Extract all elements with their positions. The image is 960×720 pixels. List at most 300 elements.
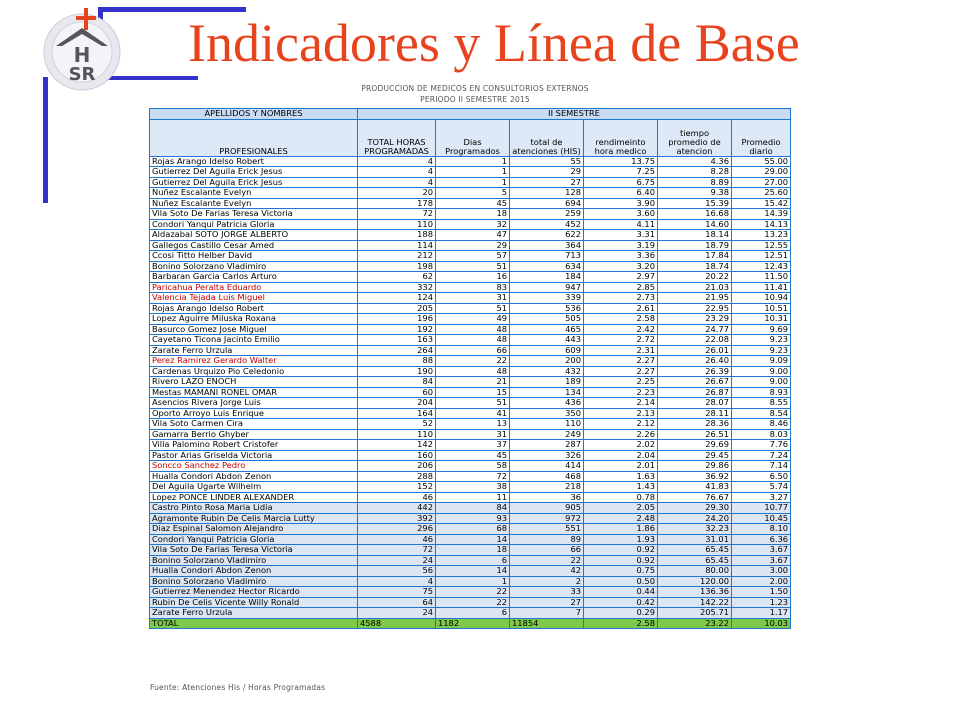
cell-tiempo: 28.36 — [658, 419, 732, 430]
cell-rendimiento: 2.13 — [584, 408, 658, 419]
cell-promedio: 10.45 — [732, 513, 791, 524]
cell-atenciones: 551 — [510, 524, 584, 535]
cell-dias: 47 — [436, 230, 510, 241]
cell-dias: 13 — [436, 419, 510, 430]
cell-promedio: 25.60 — [732, 188, 791, 199]
cell-rendimiento: 4.11 — [584, 219, 658, 230]
source-note: Fuente: Atenciones His / Horas Programadas — [150, 683, 326, 692]
cell-tiempo: 8.89 — [658, 177, 732, 188]
cell-dias: 49 — [436, 314, 510, 325]
cell-dias: 18 — [436, 209, 510, 220]
table-row — [150, 492, 791, 503]
cell-horas: 110 — [358, 429, 436, 440]
table-row — [150, 534, 791, 545]
cell-rendimiento: 3.90 — [584, 198, 658, 209]
cell-dias: 5 — [436, 188, 510, 199]
cell-promedio: 10.77 — [732, 503, 791, 514]
cell-rendimiento: 3.19 — [584, 240, 658, 251]
table-row — [150, 597, 791, 608]
cell-tiempo: 26.51 — [658, 429, 732, 440]
cell-name: Nuñez Escalante Evelyn — [150, 188, 358, 199]
cell-atenciones: 947 — [510, 282, 584, 293]
cell-dias: 58 — [436, 461, 510, 472]
table-row — [150, 282, 791, 293]
table-row — [150, 251, 791, 262]
cell-promedio: 6.50 — [732, 471, 791, 482]
cell-tiempo: 15.39 — [658, 198, 732, 209]
cell-rendimiento: 2.05 — [584, 503, 658, 514]
table-row — [150, 576, 791, 587]
cell-promedio: 27.00 — [732, 177, 791, 188]
cell-atenciones: 468 — [510, 471, 584, 482]
cell-atenciones: 249 — [510, 429, 584, 440]
cell-name: Aldazabal SOTO JORGE ALBERTO — [150, 230, 358, 241]
cell-atenciones: 200 — [510, 356, 584, 367]
cell-tiempo: 4.36 — [658, 156, 732, 167]
cell-atenciones: 89 — [510, 534, 584, 545]
hospital-logo — [40, 4, 128, 94]
cell-dias: 15 — [436, 387, 510, 398]
table-row — [150, 503, 791, 514]
cell-atenciones: 436 — [510, 398, 584, 409]
cell-tiempo: 32.23 — [658, 524, 732, 535]
cell-tiempo: 76.67 — [658, 492, 732, 503]
cell-dias: 48 — [436, 335, 510, 346]
cell-name: Zarate Ferro Urzula — [150, 608, 358, 619]
cell-dias: 93 — [436, 513, 510, 524]
cell-name: Zarate Ferro Urzula — [150, 345, 358, 356]
table-row — [150, 345, 791, 356]
cell-atenciones: 287 — [510, 440, 584, 451]
cell-promedio: 12.43 — [732, 261, 791, 272]
table-row — [150, 398, 791, 409]
cell-atenciones: 505 — [510, 314, 584, 325]
cell-name: Rojas Arango Idelso Robert — [150, 303, 358, 314]
cell-horas: 204 — [358, 398, 436, 409]
accent-bar-left — [43, 77, 48, 203]
cell-tiempo: 26.87 — [658, 387, 732, 398]
cell-rendimiento: 2.02 — [584, 440, 658, 451]
cell-name: Vila Soto De Farias Teresa Victoria — [150, 209, 358, 220]
cell-horas: 72 — [358, 209, 436, 220]
cell-name: Gallegos Castillo Cesar Amed — [150, 240, 358, 251]
cell-tiempo: 26.67 — [658, 377, 732, 388]
cell-horas: 4 — [358, 156, 436, 167]
cell-horas: 56 — [358, 566, 436, 577]
total-horas: 4588 — [358, 618, 436, 629]
cell-rendimiento: 0.92 — [584, 545, 658, 556]
cell-promedio: 9.00 — [732, 366, 791, 377]
cell-dias: 31 — [436, 429, 510, 440]
table-row — [150, 545, 791, 556]
cell-rendimiento: 2.85 — [584, 282, 658, 293]
cell-tiempo: 18.74 — [658, 261, 732, 272]
cell-promedio: 10.31 — [732, 314, 791, 325]
cell-dias: 31 — [436, 293, 510, 304]
cell-rendimiento: 0.92 — [584, 555, 658, 566]
cell-rendimiento: 1.43 — [584, 482, 658, 493]
total-atenciones: 11854 — [510, 618, 584, 629]
cell-atenciones: 536 — [510, 303, 584, 314]
cell-atenciones: 326 — [510, 450, 584, 461]
total-tiempo: 23.22 — [658, 618, 732, 629]
cell-atenciones: 33 — [510, 587, 584, 598]
cell-horas: 110 — [358, 219, 436, 230]
cell-rendimiento: 2.97 — [584, 272, 658, 283]
cell-dias: 1 — [436, 156, 510, 167]
header-apellidos: APELLIDOS Y NOMBRES — [150, 109, 358, 120]
cell-tiempo: 14.60 — [658, 219, 732, 230]
cell-promedio: 7.24 — [732, 450, 791, 461]
production-table — [149, 108, 790, 629]
cell-horas: 4 — [358, 177, 436, 188]
cell-rendimiento: 2.27 — [584, 356, 658, 367]
cell-tiempo: 22.08 — [658, 335, 732, 346]
cell-tiempo: 26.01 — [658, 345, 732, 356]
cell-dias: 18 — [436, 545, 510, 556]
cell-promedio: 8.93 — [732, 387, 791, 398]
cell-name: Agramonte Rubin De Celis Marcia Lutty — [150, 513, 358, 524]
cell-atenciones: 66 — [510, 545, 584, 556]
cell-dias: 1 — [436, 177, 510, 188]
cell-horas: 4 — [358, 576, 436, 587]
table-row — [150, 555, 791, 566]
cell-tiempo: 26.39 — [658, 366, 732, 377]
table-row — [150, 524, 791, 535]
cell-name: Condori Yanqui Patricia Gloria — [150, 219, 358, 230]
cell-tiempo: 28.11 — [658, 408, 732, 419]
cell-promedio: 1.50 — [732, 587, 791, 598]
cell-promedio: 3.00 — [732, 566, 791, 577]
cell-atenciones: 443 — [510, 335, 584, 346]
cell-dias: 45 — [436, 450, 510, 461]
cell-horas: 164 — [358, 408, 436, 419]
cell-horas: 188 — [358, 230, 436, 241]
cell-name: Pastor Arias Griselda Victoria — [150, 450, 358, 461]
table-row — [150, 377, 791, 388]
cell-name: Basurco Gomez Jose Miguel — [150, 324, 358, 335]
cell-name: Mestas MAMANI RONEL OMAR — [150, 387, 358, 398]
table-row — [150, 293, 791, 304]
table-row — [150, 587, 791, 598]
cell-rendimiento: 7.25 — [584, 167, 658, 178]
table-row — [150, 482, 791, 493]
table-row — [150, 209, 791, 220]
cell-dias: 22 — [436, 356, 510, 367]
cell-horas: 160 — [358, 450, 436, 461]
table-row — [150, 261, 791, 272]
cell-rendimiento: 2.61 — [584, 303, 658, 314]
cell-tiempo: 65.45 — [658, 545, 732, 556]
cell-atenciones: 128 — [510, 188, 584, 199]
cell-dias: 72 — [436, 471, 510, 482]
cell-promedio: 2.00 — [732, 576, 791, 587]
cell-horas: 192 — [358, 324, 436, 335]
cell-rendimiento: 2.48 — [584, 513, 658, 524]
cell-tiempo: 26.40 — [658, 356, 732, 367]
cell-tiempo: 22.95 — [658, 303, 732, 314]
cell-horas: 46 — [358, 492, 436, 503]
cell-horas: 264 — [358, 345, 436, 356]
cell-horas: 84 — [358, 377, 436, 388]
cell-horas: 64 — [358, 597, 436, 608]
cell-dias: 6 — [436, 555, 510, 566]
cell-name: Vila Soto Carmen Cira — [150, 419, 358, 430]
cell-dias: 51 — [436, 303, 510, 314]
table-row — [150, 314, 791, 325]
cell-horas: 24 — [358, 608, 436, 619]
cell-promedio: 15.42 — [732, 198, 791, 209]
cell-dias: 1 — [436, 576, 510, 587]
cell-horas: 163 — [358, 335, 436, 346]
cell-name: Gutierrez Del Aguila Erick Jesus — [150, 167, 358, 178]
cell-tiempo: 205.71 — [658, 608, 732, 619]
cell-atenciones: 452 — [510, 219, 584, 230]
table-row — [150, 219, 791, 230]
cell-tiempo: 29.30 — [658, 503, 732, 514]
total-promedio: 10.03 — [732, 618, 791, 629]
header-dias: Dias Programados — [436, 119, 510, 156]
header-horas: TOTAL HORAS PROGRAMADAS — [358, 119, 436, 156]
cell-dias: 48 — [436, 324, 510, 335]
cell-rendimiento: 6.40 — [584, 188, 658, 199]
cell-horas: 212 — [358, 251, 436, 262]
cell-name: Vila Soto De Farias Teresa Victoria — [150, 545, 358, 556]
cell-rendimiento: 0.75 — [584, 566, 658, 577]
cell-atenciones: 42 — [510, 566, 584, 577]
cell-name: Valencia Tejada Luis Miguel — [150, 293, 358, 304]
cell-tiempo: 23.29 — [658, 314, 732, 325]
cell-atenciones: 694 — [510, 198, 584, 209]
cell-rendimiento: 3.31 — [584, 230, 658, 241]
cell-horas: 205 — [358, 303, 436, 314]
header-rendimiento: rendimeinto hora medico — [584, 119, 658, 156]
cell-rendimiento: 3.20 — [584, 261, 658, 272]
cell-horas: 75 — [358, 587, 436, 598]
cell-promedio: 8.10 — [732, 524, 791, 535]
cell-rendimiento: 0.42 — [584, 597, 658, 608]
cell-promedio: 7.14 — [732, 461, 791, 472]
cell-horas: 124 — [358, 293, 436, 304]
total-label: TOTAL — [150, 618, 358, 629]
cell-horas: 190 — [358, 366, 436, 377]
cell-promedio: 14.13 — [732, 219, 791, 230]
table-row — [150, 303, 791, 314]
table-row — [150, 419, 791, 430]
cell-horas: 196 — [358, 314, 436, 325]
cell-name: Ccosi Titto Helber David — [150, 251, 358, 262]
cell-name: Gutierrez Menendez Hector Ricardo — [150, 587, 358, 598]
cell-tiempo: 29.69 — [658, 440, 732, 451]
table-caption: PRODUCCION DE MEDICOS EN CONSULTORIOS EXTERNOS — [361, 84, 589, 93]
header-profesionales: PROFESIONALES — [150, 119, 358, 156]
cell-promedio: 9.69 — [732, 324, 791, 335]
table-row — [150, 272, 791, 283]
table-period: PERIODO II SEMESTRE 2015 — [420, 95, 530, 104]
cell-rendimiento: 2.31 — [584, 345, 658, 356]
cell-name: Barbaran Garcia Carlos Arturo — [150, 272, 358, 283]
table-row — [150, 356, 791, 367]
cell-rendimiento: 0.29 — [584, 608, 658, 619]
cell-tiempo: 21.95 — [658, 293, 732, 304]
cell-tiempo: 29.45 — [658, 450, 732, 461]
cell-atenciones: 905 — [510, 503, 584, 514]
cell-atenciones: 713 — [510, 251, 584, 262]
cell-name: Diaz Espinal Salomon Alejandro — [150, 524, 358, 535]
header-semestre: II SEMESTRE — [358, 109, 791, 120]
cell-name: Lopez Aguirre Miluska Roxana — [150, 314, 358, 325]
cell-atenciones: 622 — [510, 230, 584, 241]
cell-name: Hualla Condori Abdon Zenon — [150, 566, 358, 577]
cell-dias: 21 — [436, 377, 510, 388]
table-row — [150, 387, 791, 398]
cell-rendimiento: 0.78 — [584, 492, 658, 503]
cell-rendimiento: 2.01 — [584, 461, 658, 472]
cell-dias: 83 — [436, 282, 510, 293]
cell-dias: 16 — [436, 272, 510, 283]
table-row — [150, 513, 791, 524]
cell-rendimiento: 2.25 — [584, 377, 658, 388]
cell-dias: 37 — [436, 440, 510, 451]
cell-name: Oporto Arroyo Luis Enrique — [150, 408, 358, 419]
header-promedio: Promedio diario — [732, 119, 791, 156]
cell-atenciones: 432 — [510, 366, 584, 377]
cell-horas: 332 — [358, 282, 436, 293]
cell-name: Condori Yanqui Patricia Gloria — [150, 534, 358, 545]
slide-title: Indicadores y Línea de Base — [188, 13, 800, 73]
cell-name: Asencios Rivera Jorge Luis — [150, 398, 358, 409]
cell-horas: 46 — [358, 534, 436, 545]
total-rendimiento: 2.58 — [584, 618, 658, 629]
cell-atenciones: 55 — [510, 156, 584, 167]
cell-horas: 142 — [358, 440, 436, 451]
cell-dias: 57 — [436, 251, 510, 262]
table-row — [150, 240, 791, 251]
cell-tiempo: 17.84 — [658, 251, 732, 262]
cell-promedio: 3.67 — [732, 555, 791, 566]
cell-horas: 288 — [358, 471, 436, 482]
cell-rendimiento: 0.50 — [584, 576, 658, 587]
cell-promedio: 11.50 — [732, 272, 791, 283]
table-row — [150, 429, 791, 440]
cell-name: Cardenas Urquizo Pio Celedonio — [150, 366, 358, 377]
cell-name: Cayetano Ticona Jacinto Emilio — [150, 335, 358, 346]
cell-rendimiento: 2.58 — [584, 314, 658, 325]
total-dias: 1182 — [436, 618, 510, 629]
cell-tiempo: 16.68 — [658, 209, 732, 220]
cell-dias: 32 — [436, 219, 510, 230]
cell-name: Bonino Solorzano Vladimiro — [150, 555, 358, 566]
cell-promedio: 8.46 — [732, 419, 791, 430]
cell-promedio: 5.74 — [732, 482, 791, 493]
cell-rendimiento: 2.12 — [584, 419, 658, 430]
cell-promedio: 29.00 — [732, 167, 791, 178]
cell-dias: 6 — [436, 608, 510, 619]
cell-dias: 22 — [436, 587, 510, 598]
cell-horas: 52 — [358, 419, 436, 430]
cell-dias: 14 — [436, 566, 510, 577]
cell-atenciones: 29 — [510, 167, 584, 178]
cell-atenciones: 972 — [510, 513, 584, 524]
table-row — [150, 335, 791, 346]
cell-promedio: 11.41 — [732, 282, 791, 293]
cell-horas: 62 — [358, 272, 436, 283]
cell-rendimiento: 2.14 — [584, 398, 658, 409]
cell-horas: 60 — [358, 387, 436, 398]
table-row — [150, 167, 791, 178]
svg-text:SR: SR — [68, 64, 96, 85]
cell-promedio: 9.23 — [732, 345, 791, 356]
cell-atenciones: 609 — [510, 345, 584, 356]
cell-dias: 68 — [436, 524, 510, 535]
cell-dias: 66 — [436, 345, 510, 356]
cell-promedio: 3.67 — [732, 545, 791, 556]
cell-tiempo: 28.07 — [658, 398, 732, 409]
cell-name: Bonino Solorzano Vladimiro — [150, 261, 358, 272]
cell-atenciones: 184 — [510, 272, 584, 283]
cell-tiempo: 18.79 — [658, 240, 732, 251]
cell-promedio: 9.00 — [732, 377, 791, 388]
cell-atenciones: 465 — [510, 324, 584, 335]
cell-atenciones: 634 — [510, 261, 584, 272]
table-row — [150, 198, 791, 209]
svg-text:H: H — [73, 43, 91, 67]
cell-dias: 84 — [436, 503, 510, 514]
cell-promedio: 8.55 — [732, 398, 791, 409]
cell-promedio: 12.51 — [732, 251, 791, 262]
table-row — [150, 440, 791, 451]
cell-atenciones: 110 — [510, 419, 584, 430]
cell-tiempo: 24.77 — [658, 324, 732, 335]
cell-horas: 24 — [358, 555, 436, 566]
cell-rendimiento: 2.23 — [584, 387, 658, 398]
cell-dias: 1 — [436, 167, 510, 178]
cell-horas: 4 — [358, 167, 436, 178]
cell-tiempo: 120.00 — [658, 576, 732, 587]
cell-promedio: 1.23 — [732, 597, 791, 608]
cell-tiempo: 31.01 — [658, 534, 732, 545]
cell-rendimiento: 2.04 — [584, 450, 658, 461]
cell-tiempo: 36.92 — [658, 471, 732, 482]
cell-name: Paricahua Peralta Eduardo — [150, 282, 358, 293]
cell-promedio: 10.51 — [732, 303, 791, 314]
cell-atenciones: 414 — [510, 461, 584, 472]
cell-atenciones: 7 — [510, 608, 584, 619]
cell-name: Villa Palomino Robert Cristofer — [150, 440, 358, 451]
cell-tiempo: 18.14 — [658, 230, 732, 241]
cell-atenciones: 22 — [510, 555, 584, 566]
cell-horas: 20 — [358, 188, 436, 199]
cell-rendimiento: 2.72 — [584, 335, 658, 346]
cell-dias: 22 — [436, 597, 510, 608]
cell-name: Castro Pinto Rosa Maria Lidia — [150, 503, 358, 514]
table-row — [150, 324, 791, 335]
cell-name: Rubin De Celis Vicente Willy Ronald — [150, 597, 358, 608]
cell-dias: 41 — [436, 408, 510, 419]
cell-rendimiento: 2.27 — [584, 366, 658, 377]
cell-promedio: 6.36 — [732, 534, 791, 545]
cell-dias: 14 — [436, 534, 510, 545]
table-row — [150, 366, 791, 377]
cell-promedio: 10.94 — [732, 293, 791, 304]
table-row — [150, 471, 791, 482]
table-row — [150, 230, 791, 241]
cell-atenciones: 27 — [510, 597, 584, 608]
cell-promedio: 13.23 — [732, 230, 791, 241]
cell-rendimiento: 2.73 — [584, 293, 658, 304]
cell-tiempo: 21.03 — [658, 282, 732, 293]
cell-promedio: 3.27 — [732, 492, 791, 503]
